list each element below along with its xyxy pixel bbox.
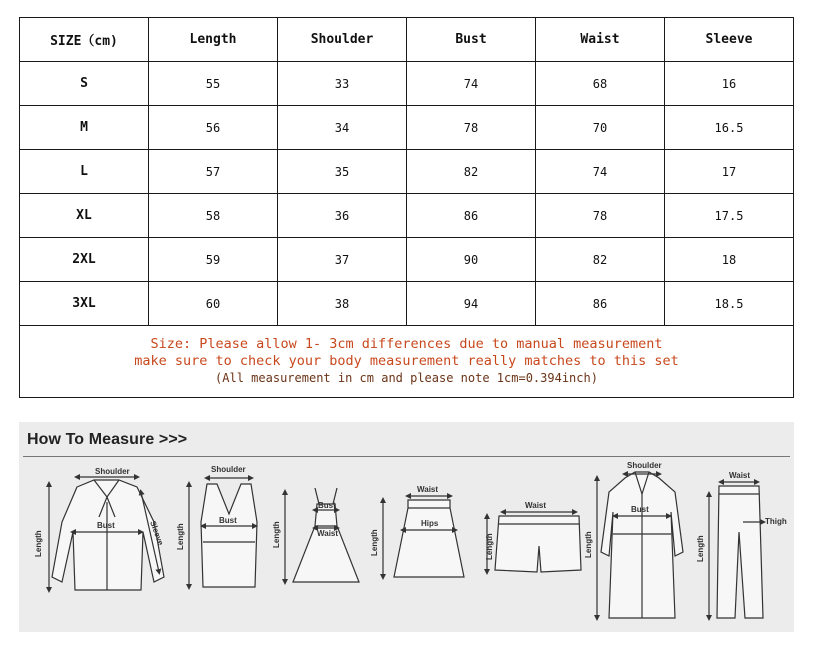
how-to-measure-panel [19,422,794,632]
header-bust: Bust [407,18,536,62]
size-cell: M [20,106,149,150]
dress-bust-label: Bust [318,501,336,510]
shoulder-cell: 36 [278,194,407,238]
length-cell: 56 [149,106,278,150]
shoulder-cell: 34 [278,106,407,150]
coat-shoulder-label: Shoulder [627,461,662,470]
trousers-icon [696,471,787,618]
skirt-length-label: Length [370,529,379,556]
table-row [20,62,794,106]
tank-bust-label: Bust [219,516,237,525]
table-row [20,194,794,238]
size-cell: S [20,62,149,106]
shoulder-cell: 37 [278,238,407,282]
garment-illustrations [19,422,794,632]
header-shoulder: Shoulder [278,18,407,62]
table-header-row [20,18,794,62]
size-cell: XL [20,194,149,238]
dress-length-label: Length [272,521,281,548]
table-row [20,106,794,150]
bust-cell: 94 [407,282,536,326]
size-cell: L [20,150,149,194]
sleeve-cell: 17.5 [665,194,794,238]
bust-cell: 90 [407,238,536,282]
table-row [20,282,794,326]
bust-cell: 82 [407,150,536,194]
coat-icon [584,461,683,618]
shoulder-cell: 38 [278,282,407,326]
length-cell: 60 [149,282,278,326]
bust-cell: 74 [407,62,536,106]
waist-cell: 74 [536,150,665,194]
skirt-hips-label: Hips [421,519,439,528]
waist-cell: 70 [536,106,665,150]
shorts-waist-label: Waist [525,501,547,510]
coat-bust-label: Bust [631,505,649,514]
skirt-waist-label: Waist [417,485,439,494]
trousers-length-label: Length [696,535,705,562]
dress-waist-label: Waist [317,529,339,538]
size-chart-table [19,17,794,398]
shorts-length-label: Length [485,533,494,560]
waist-cell: 68 [536,62,665,106]
blouse-shoulder-label: Shoulder [95,467,130,476]
trousers-thigh-label: Thigh [765,517,787,526]
shoulder-cell: 33 [278,62,407,106]
bust-cell: 86 [407,194,536,238]
coat-length-label: Length [584,531,593,558]
waist-cell: 86 [536,282,665,326]
note-line-1: Size: Please allow 1- 3cm differences due to manual measurement [150,336,663,352]
sleeve-cell: 18 [665,238,794,282]
blouse-sleeve-label: Sleeve [148,519,166,547]
slip-dress-icon [272,488,359,582]
tank-shoulder-label: Shoulder [211,465,246,474]
blouse-length-label: Length [34,530,43,557]
length-cell: 55 [149,62,278,106]
length-cell: 58 [149,194,278,238]
sleeve-cell: 17 [665,150,794,194]
sleeve-cell: 16 [665,62,794,106]
blouse-bust-label: Bust [97,521,115,530]
header-waist: Waist [536,18,665,62]
header-size: SIZE（cm) [20,18,149,62]
bust-cell: 78 [407,106,536,150]
length-cell: 57 [149,150,278,194]
header-sleeve: Sleeve [665,18,794,62]
how-to-measure-title: How To Measure >>> [27,431,188,448]
note-line-3: (All measurement in cm and please note 1cm=0.394inch) [215,371,598,385]
blouse-icon [34,467,165,590]
waist-cell: 78 [536,194,665,238]
shoulder-cell: 35 [278,150,407,194]
table-row [20,150,794,194]
header-length: Length [149,18,278,62]
note-line-2: make sure to check your body measurement really matches to this set [134,353,679,369]
tank-top-icon [176,465,257,587]
size-cell: 2XL [20,238,149,282]
sleeve-cell: 18.5 [665,282,794,326]
length-cell: 59 [149,238,278,282]
size-cell: 3XL [20,282,149,326]
table-row [20,238,794,282]
shorts-icon [485,501,581,572]
sleeve-cell: 16.5 [665,106,794,150]
note-row [20,326,794,398]
skirt-icon [370,485,464,577]
waist-cell: 82 [536,238,665,282]
trousers-waist-label: Waist [729,471,751,480]
tank-length-label: Length [176,523,185,550]
measurement-note [20,326,794,398]
